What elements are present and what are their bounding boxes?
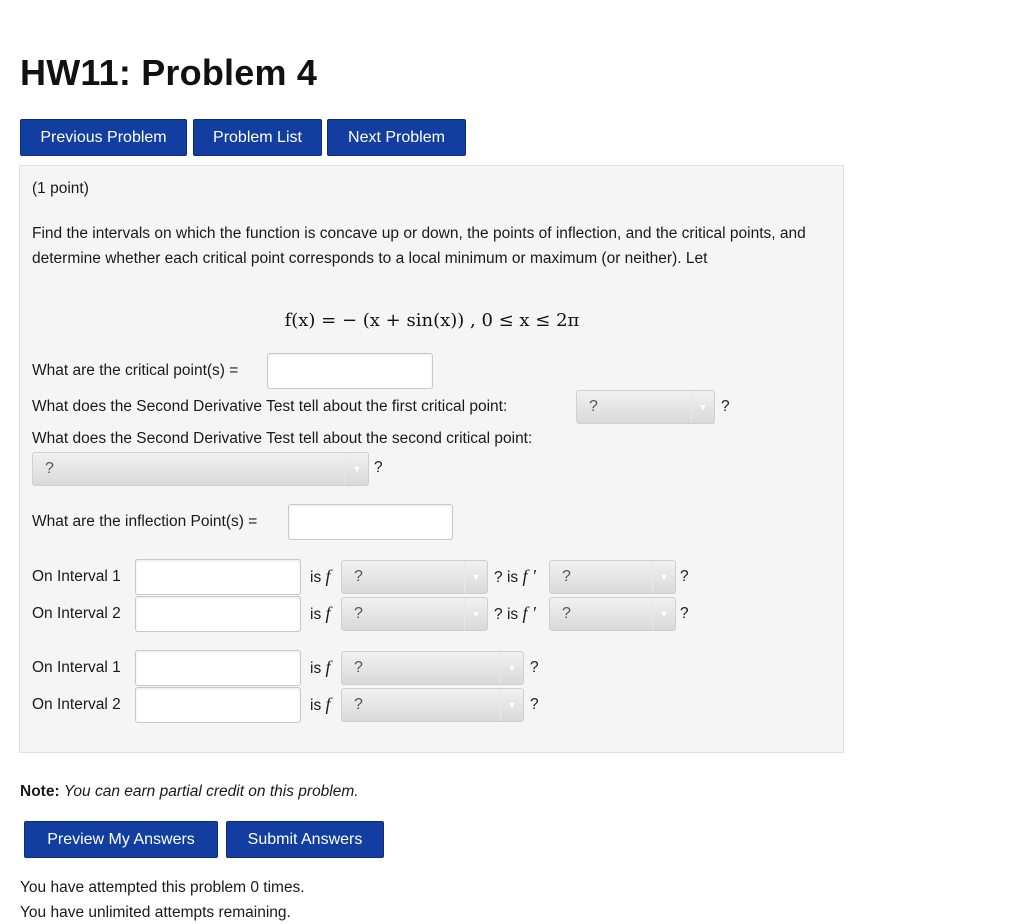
note-label: Note: bbox=[20, 783, 60, 800]
interval-a2-input[interactable] bbox=[135, 596, 301, 632]
interval-b2-f-select[interactable] bbox=[341, 688, 524, 722]
chevron-down-icon: ▼ bbox=[500, 689, 523, 721]
interval-b2-input[interactable] bbox=[135, 687, 301, 723]
interval-a1-fprime-select-value: ? bbox=[562, 568, 571, 585]
is-text: is bbox=[310, 660, 322, 677]
second-critical-point-select-value: ? bbox=[45, 460, 54, 477]
interval-a1-input[interactable] bbox=[135, 559, 301, 595]
help-mark-text: ? bbox=[494, 606, 503, 623]
interval-a2-fprime-select-value: ? bbox=[562, 605, 571, 622]
is-text: is bbox=[310, 606, 322, 623]
interval-b2-f-select-value: ? bbox=[354, 696, 363, 713]
fprime-symbol: f ′ bbox=[522, 566, 536, 586]
chevron-down-icon: ▼ bbox=[500, 652, 523, 684]
next-problem-button[interactable]: Next Problem bbox=[327, 119, 466, 156]
interval-b2-help[interactable]: ? bbox=[530, 696, 539, 713]
is-text: is bbox=[506, 606, 519, 623]
first-critical-point-select-value: ? bbox=[589, 398, 598, 415]
problem-statement: Find the intervals on which the function is concave up or down, the points of inflection, and the critical points, and determine whether each critical point corresponds to a local minimum or maximum (or neither). Let bbox=[32, 225, 806, 267]
interval-a2-label: On Interval 2 bbox=[32, 605, 121, 622]
critical-points-label: What are the critical point(s) = bbox=[32, 362, 239, 379]
interval-a2-help[interactable]: ? bbox=[680, 605, 689, 622]
function-formula: f(x) = − (x + sin(x)) , 0 ≤ x ≤ 2π bbox=[284, 310, 580, 331]
interval-a2-is-f bbox=[310, 603, 331, 624]
previous-problem-button[interactable]: Previous Problem bbox=[20, 119, 187, 156]
second-critical-point-help[interactable]: ? bbox=[374, 459, 383, 476]
interval-a2-fprime-select[interactable] bbox=[549, 597, 676, 631]
chevron-down-icon: ▼ bbox=[345, 453, 368, 485]
f-symbol: f bbox=[325, 657, 331, 677]
attempts-status: You have attempted this problem 0 times. bbox=[20, 879, 305, 896]
inflection-points-input[interactable] bbox=[288, 504, 453, 540]
interval-b1-f-select[interactable] bbox=[341, 651, 524, 685]
f-symbol: f bbox=[325, 603, 331, 623]
critical-points-input[interactable] bbox=[267, 353, 433, 389]
chevron-down-icon: ▼ bbox=[652, 598, 675, 630]
fprime-symbol: f ′ bbox=[522, 603, 536, 623]
interval-a2-is-fprime bbox=[494, 603, 536, 624]
interval-b2-is-f bbox=[310, 694, 331, 715]
interval-a2-f-select[interactable] bbox=[341, 597, 488, 631]
partial-credit-note bbox=[20, 783, 359, 801]
chevron-down-icon: ▼ bbox=[652, 561, 675, 593]
f-symbol: f bbox=[325, 566, 331, 586]
interval-b1-f-select-value: ? bbox=[354, 659, 363, 676]
first-critical-point-help[interactable]: ? bbox=[721, 398, 730, 415]
interval-b1-help[interactable]: ? bbox=[530, 659, 539, 676]
submit-answers-button[interactable]: Submit Answers bbox=[226, 821, 384, 858]
problem-list-button[interactable]: Problem List bbox=[193, 119, 322, 156]
is-text: is bbox=[310, 569, 322, 586]
first-critical-point-select[interactable] bbox=[576, 390, 715, 424]
second-critical-point-label: What does the Second Derivative Test tell about the second critical point: bbox=[32, 430, 533, 447]
interval-b1-is-f bbox=[310, 657, 331, 678]
interval-a1-label: On Interval 1 bbox=[32, 568, 121, 585]
interval-a1-fprime-select[interactable] bbox=[549, 560, 676, 594]
interval-a1-is-f bbox=[310, 566, 331, 587]
remaining-status: You have unlimited attempts remaining. bbox=[20, 904, 291, 921]
chevron-down-icon: ▼ bbox=[464, 598, 487, 630]
problem-points: (1 point) bbox=[32, 180, 89, 197]
first-critical-point-label: What does the Second Derivative Test tell about the first critical point: bbox=[32, 398, 508, 415]
f-symbol: f bbox=[325, 694, 331, 714]
interval-b1-label: On Interval 1 bbox=[32, 659, 121, 676]
help-mark-text: ? bbox=[494, 569, 503, 586]
inflection-points-label: What are the inflection Point(s) = bbox=[32, 513, 258, 530]
interval-a1-help[interactable]: ? bbox=[680, 568, 689, 585]
is-text: is bbox=[506, 569, 519, 586]
note-text: You can earn partial credit on this problem. bbox=[63, 783, 359, 800]
interval-a2-f-select-value: ? bbox=[354, 605, 363, 622]
chevron-down-icon: ▼ bbox=[464, 561, 487, 593]
second-critical-point-select[interactable] bbox=[32, 452, 369, 486]
page-title: HW11: Problem 4 bbox=[20, 52, 318, 93]
interval-a1-is-fprime bbox=[494, 566, 536, 587]
interval-a1-f-select-value: ? bbox=[354, 568, 363, 585]
preview-answers-button[interactable]: Preview My Answers bbox=[24, 821, 218, 858]
interval-b1-input[interactable] bbox=[135, 650, 301, 686]
interval-b2-label: On Interval 2 bbox=[32, 696, 121, 713]
chevron-down-icon: ▼ bbox=[691, 391, 714, 423]
interval-a1-f-select[interactable] bbox=[341, 560, 488, 594]
is-text: is bbox=[310, 697, 322, 714]
